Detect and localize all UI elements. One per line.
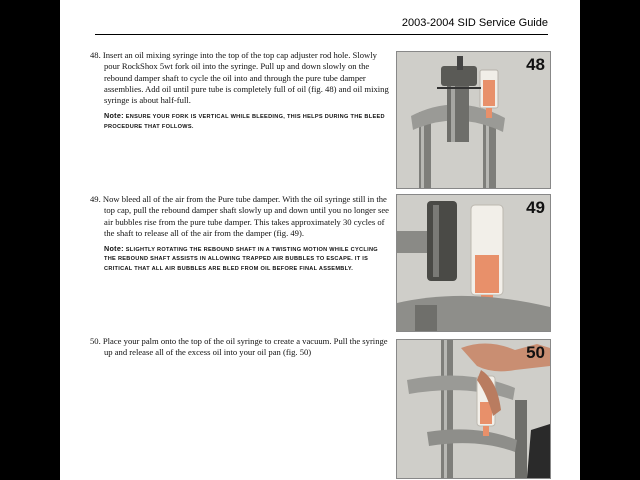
document-page bbox=[60, 0, 580, 480]
step-50 bbox=[90, 336, 390, 359]
step-49-text: 49. Now bleed all of the air from the Pure tube damper. With the oil syringe still in the top cap, pull the rebound damper shaft slowly up and down until you no longer see air bubbles rise from the pure tube damper. This takes approximately 30 cycles of the shaft to release all of the air from the damper (fig. 49). bbox=[90, 194, 389, 238]
step-49 bbox=[90, 194, 390, 274]
note-text: ENSURE YOUR FORK IS VERTICAL WHILE BLEEDING, THIS HELPS DURING THE BLEED PROCEDURE THAT FOLLOWS. bbox=[104, 114, 385, 130]
note-label: Note: bbox=[104, 111, 124, 121]
header-title: 2003-2004 SID Service Guide bbox=[401, 17, 548, 29]
step-48-note bbox=[104, 111, 390, 131]
figure-50-number: 50 bbox=[526, 343, 545, 362]
step-49-note bbox=[104, 244, 390, 274]
figure-50-photo bbox=[396, 339, 551, 479]
figure-49-number: 49 bbox=[526, 198, 545, 217]
step-48 bbox=[90, 50, 390, 132]
step-50-text: 50. Place your palm onto the top of the oil syringe to create a vacuum. Pull the syringe up and release all of the excess oil into your oil pan (fig. 50) bbox=[90, 336, 388, 358]
note-text: SLIGHTLY ROTATING THE REBOUND SHAFT IN A TWISTING MOTION WHILE CYCLING THE REBOUND SHAFT ASSISTS IN ALLOWING TRAPPED AIR BUBBLES TO ESCAPE. IT IS CRITICAL THAT ALL AIR BUBBLES ARE BLED FROM OIL BEFORE FINAL ASSEMBLY. bbox=[104, 247, 378, 272]
page-header bbox=[95, 14, 548, 35]
figure-48-photo bbox=[396, 51, 551, 189]
figure-48-number: 48 bbox=[526, 55, 545, 74]
step-48-text: 48. Insert an oil mixing syringe into the top of the top cap adjuster rod hole. Slowly pour RockShox 5wt fork oil into the syringe. Pull up and down slowly on the rebound damper shaft to cycle the oil into and through the pure tube damper assemblies. Add oil until pure tube is completely full of oil (fig. 48) and oil mixing syringe is about half-full. bbox=[90, 50, 389, 106]
figure-49-photo bbox=[396, 194, 551, 332]
note-label: Note: bbox=[104, 244, 124, 254]
